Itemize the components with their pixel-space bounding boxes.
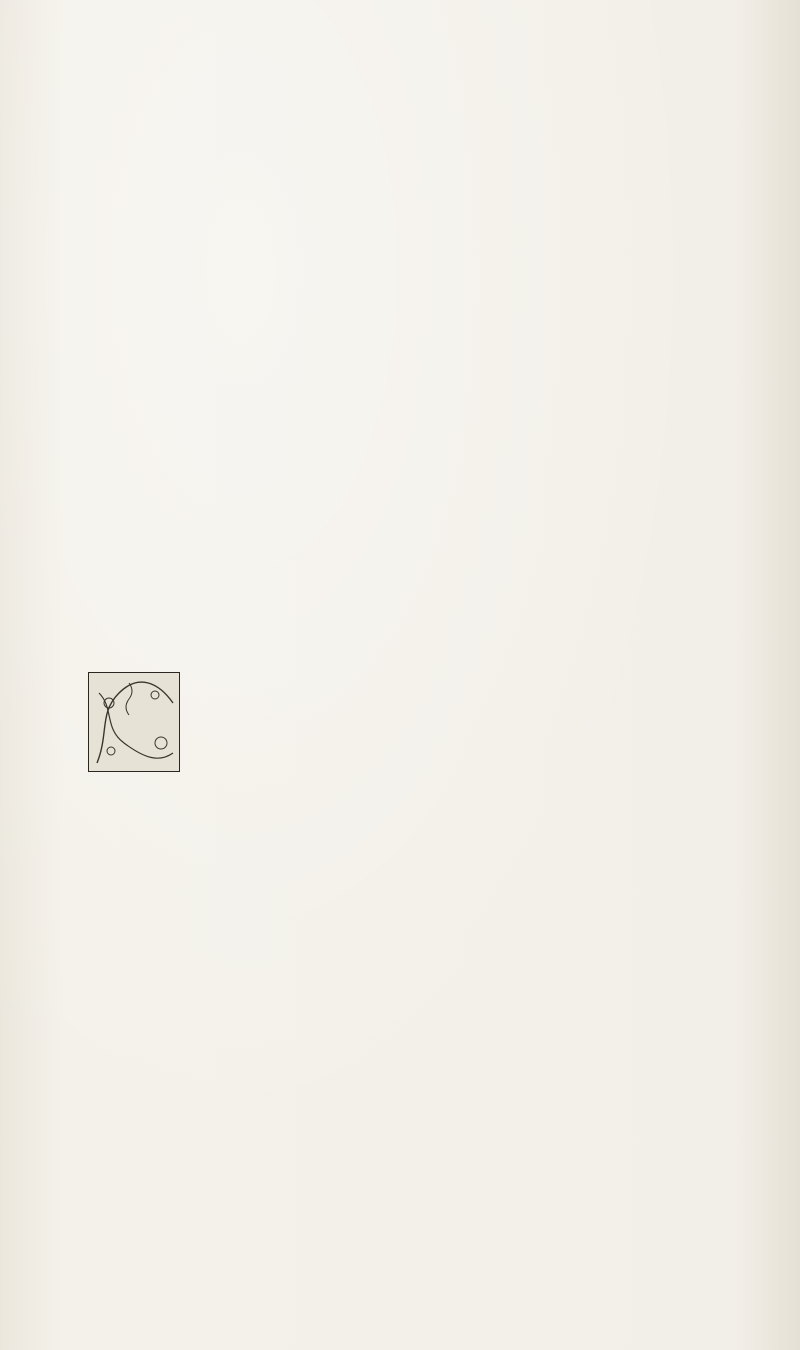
decorated-initial — [88, 672, 180, 772]
page-header — [84, 18, 784, 52]
initial-letter — [89, 673, 179, 771]
chapter-heading — [84, 640, 786, 665]
